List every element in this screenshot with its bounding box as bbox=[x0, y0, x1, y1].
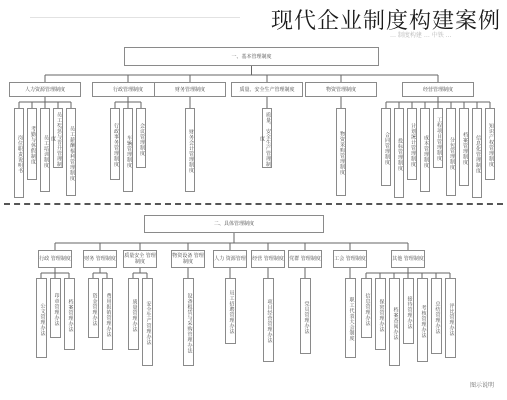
leaf-box: 职工代表大会制度 bbox=[345, 278, 356, 358]
leaf-box: 考勤与休假制度 bbox=[27, 108, 37, 180]
group-box: 经营管理制度 bbox=[402, 82, 474, 97]
group-box: 财务 管理制度 bbox=[83, 250, 117, 268]
group-box: 物资设备 管理制度 bbox=[171, 250, 205, 268]
leaf-box: 成本管理制度 bbox=[420, 108, 430, 192]
leaf-box: 接待管理办法 bbox=[403, 278, 414, 344]
leaf-box: 知识产权管理制度 bbox=[485, 108, 495, 180]
chart-root: 一、基本管理制度 bbox=[124, 47, 379, 66]
leaf-box: 员工奖惩与晋升管理制度 bbox=[53, 108, 63, 168]
leaf-box: 考核管理办法 bbox=[417, 278, 428, 362]
group-box: 人力 资源管理 bbox=[213, 250, 247, 268]
leaf-box: 岗位职责说明书 bbox=[14, 108, 24, 198]
group-box: 质量安全 管理制度 bbox=[123, 250, 157, 268]
leaf-box: 党员管理办法 bbox=[300, 278, 311, 354]
leaf-box: 信息化管理制度 bbox=[472, 108, 482, 198]
leaf-box: 设备租赁与采购管理办法 bbox=[183, 278, 194, 366]
leaf-box: 评比管理办法 bbox=[445, 278, 456, 358]
leaf-box: 员工培训制度 bbox=[40, 108, 50, 192]
leaf-box: 资金管理办法 bbox=[88, 278, 99, 338]
leaf-box: 员工招聘管理办法 bbox=[225, 278, 236, 344]
leaf-box: 费用报销管理办法 bbox=[102, 278, 113, 350]
page-title: 现代企业制度构建案例 bbox=[270, 9, 501, 34]
group-box: 人力资源管理制度 bbox=[9, 82, 81, 97]
leaf-box: 质量、安全生产管理制度 bbox=[262, 108, 272, 168]
leaf-box: 会议管理制度 bbox=[136, 108, 146, 168]
leaf-box: 投标管理制度 bbox=[394, 108, 404, 198]
leaf-box: 工程项目管理制度 bbox=[433, 108, 443, 168]
leaf-box: 项目经营管理办法 bbox=[263, 278, 274, 362]
group-box: 其他 管理制度 bbox=[391, 250, 425, 268]
leaf-box: 公文管理办法 bbox=[36, 278, 47, 358]
leaf-box: 员工薪酬福利管理制度 bbox=[66, 108, 76, 196]
group-box: 财务管理制度 bbox=[154, 82, 226, 97]
leaf-box: 物资采购管理制度 bbox=[336, 108, 346, 196]
group-box: 质量、安全生产管理制度 bbox=[231, 82, 303, 97]
faint-caption: … 制度构建 … 中铁 … bbox=[390, 32, 452, 39]
group-box: 物资管理制度 bbox=[305, 82, 377, 97]
footer-note: 图示说明 bbox=[470, 382, 495, 389]
leaf-box: 保密管理办法 bbox=[375, 278, 386, 350]
group-box: 工会 管理制度 bbox=[333, 250, 367, 268]
leaf-box: 信息管理办法 bbox=[361, 278, 372, 338]
leaf-box: 档案管理办法 bbox=[64, 278, 75, 350]
leaf-box: 分包管理制度 bbox=[446, 108, 456, 196]
group-box: 经营 管理制度 bbox=[251, 250, 285, 268]
leaf-box: 安全生产管理办法 bbox=[142, 278, 153, 366]
leaf-box: 质量管理办法 bbox=[128, 278, 139, 350]
section-divider bbox=[4, 203, 503, 205]
leaf-box: 行政事务管理制度 bbox=[110, 108, 120, 180]
chart-root: 二、具体管理制度 bbox=[144, 215, 324, 233]
group-box: 党群 管理制度 bbox=[288, 250, 322, 268]
leaf-box: 总结管理办法 bbox=[431, 278, 442, 354]
leaf-box: 档案查阅办法 bbox=[389, 278, 400, 366]
leaf-box: 财务会计管理制度 bbox=[185, 108, 195, 192]
leaf-box: 车辆管理制度 bbox=[123, 108, 133, 192]
group-box: 行政管理制度 bbox=[92, 82, 164, 97]
leaf-box: 印章管理办法 bbox=[50, 278, 61, 338]
leaf-box: 档案管理制度 bbox=[459, 108, 469, 186]
leaf-box: 合同管理制度 bbox=[381, 108, 391, 186]
leaf-box: 计划统计管理制度 bbox=[407, 108, 417, 180]
group-box: 行政 管理制度 bbox=[38, 250, 72, 268]
